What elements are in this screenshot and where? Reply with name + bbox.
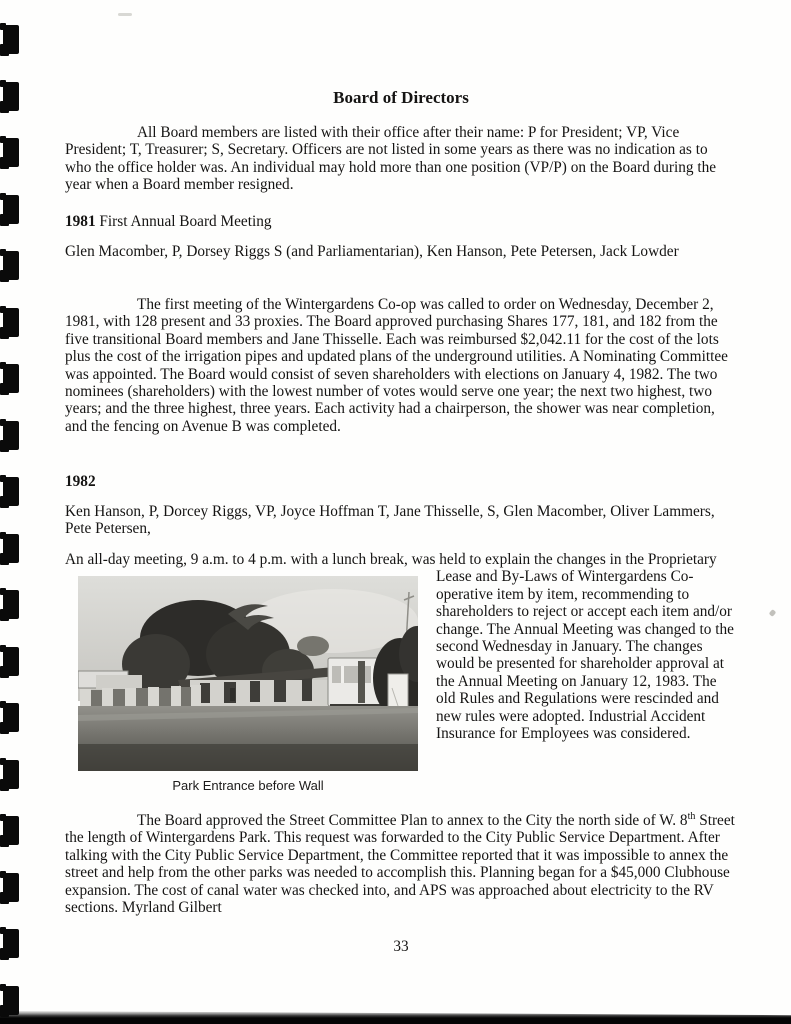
binding-tooth	[3, 25, 19, 54]
street-paragraph-superscript: th	[687, 810, 696, 822]
photo-hydrant	[230, 688, 235, 701]
year-1981: 1981	[65, 213, 96, 230]
binding-tooth	[3, 816, 19, 845]
page-number: 33	[393, 938, 409, 955]
paragraph-1981: The first meeting of the Wintergardens Co-op was called to order on Wednesday, December 2, 1981, with 128 present and 33 proxies. The Board approved purchasing Shares 177, 181, and 182 from the five transitional Board members and Jane Thisselle. Each was reimbursed $2,042.11 for the cost of the lots plus the cost of the irrigation pipes and updated plans of the underground utilities. A Nominating Committee was appointed. The Board would consist of seven shareholders with elections on January 4, 1982. The two nominees (shareholders) with the lowest number of votes would serve one year; the next two highest, two years; and the three highest, three years. Each activity had a chairperson, the shower was near completion, and the fencing on Avenue B was completed.	[65, 296, 728, 435]
board-members-1982: Ken Hanson, P, Dorcey Riggs, VP, Joyce Hoffman T, Jane Thisselle, S, Glen Macomber, Oliver Lammers, Pete Petersen,	[65, 503, 715, 538]
binding-tooth	[3, 986, 19, 1015]
binding-tooth	[3, 929, 19, 958]
meeting-paragraph-wrap: in the Proprietary Lease and By-Laws of Wintergardens Co-operative item by item, recommending to shareholders to reject or accept each item and/or change. The Annual Meeting was changed to the second Wednesday in January. The changes would be presented for shareholder approval at the Annual Meeting on January 12, 1983. The old Rules and Regulations were rescinded and new rules were adopted. Industrial Accident Insurance for Employees was considered.	[436, 551, 734, 743]
section-heading-1981	[65, 213, 737, 230]
binding-tooth	[3, 82, 19, 111]
meeting-paragraph-intro: An all-day meeting, 9 a.m. to 4 p.m. with a lunch break, was held to explain the changes	[65, 551, 606, 568]
binding-tooth	[3, 760, 19, 789]
binding-tooth	[3, 477, 19, 506]
binding-tooth	[3, 873, 19, 902]
binding-tooth	[3, 364, 19, 393]
park-entrance-photo-figure	[78, 576, 418, 794]
binding-tooth	[3, 138, 19, 167]
park-entrance-photo	[78, 576, 418, 771]
binding-tooth	[3, 590, 19, 619]
photo-caption: Park Entrance before Wall	[172, 778, 324, 794]
section-heading-1982: 1982	[65, 473, 96, 490]
binding-tooth	[3, 251, 19, 280]
comb-binding	[0, 0, 30, 1024]
binding-tooth	[3, 195, 19, 224]
street-paragraph-post: Street the length of Wintergardens Park. This request was forwarded to the City Public Service Department. After talking with the City Public Service Department, the Committee reported that it was impossible to annex the street and help from the other parks was needed to accomplish this. Planning began for a $45,000 Clubhouse expansion. The cost of canal water was checked into, and APS was approached about electricity to the RV sections. Myrland Gilbert	[65, 812, 735, 917]
street-paragraph-pre: The Board approved the Street Committee Plan to annex to the City the north side of W. 8	[137, 812, 688, 829]
binding-tooth	[3, 534, 19, 563]
binding-tooth	[3, 308, 19, 337]
paragraph-street-committee	[65, 812, 737, 916]
binding-tooth	[3, 647, 19, 676]
scan-smudge	[118, 13, 132, 16]
paragraph-1982-meeting	[65, 551, 737, 795]
binding-tooth	[3, 421, 19, 450]
page-title: Board of Directors	[333, 88, 469, 107]
heading-1981-rest: First Annual Board Meeting	[95, 213, 272, 230]
board-members-1981: Glen Macomber, P, Dorsey Riggs S (and Parliamentarian), Ken Hanson, Pete Petersen, Jack Lowder	[65, 243, 679, 260]
intro-paragraph: All Board members are listed with their office after their name: P for President; VP, Vice President; T, Treasurer; S, Secretary. Officers are not listed in some years as there was no indication as to who the office holder was. An individual may hold more than one position (VP/P) on the Board during the year when a Board member resigned.	[65, 124, 717, 194]
binding-tooth	[3, 703, 19, 732]
scan-speck	[769, 609, 777, 617]
scan-edge-shadow	[0, 1008, 791, 1024]
